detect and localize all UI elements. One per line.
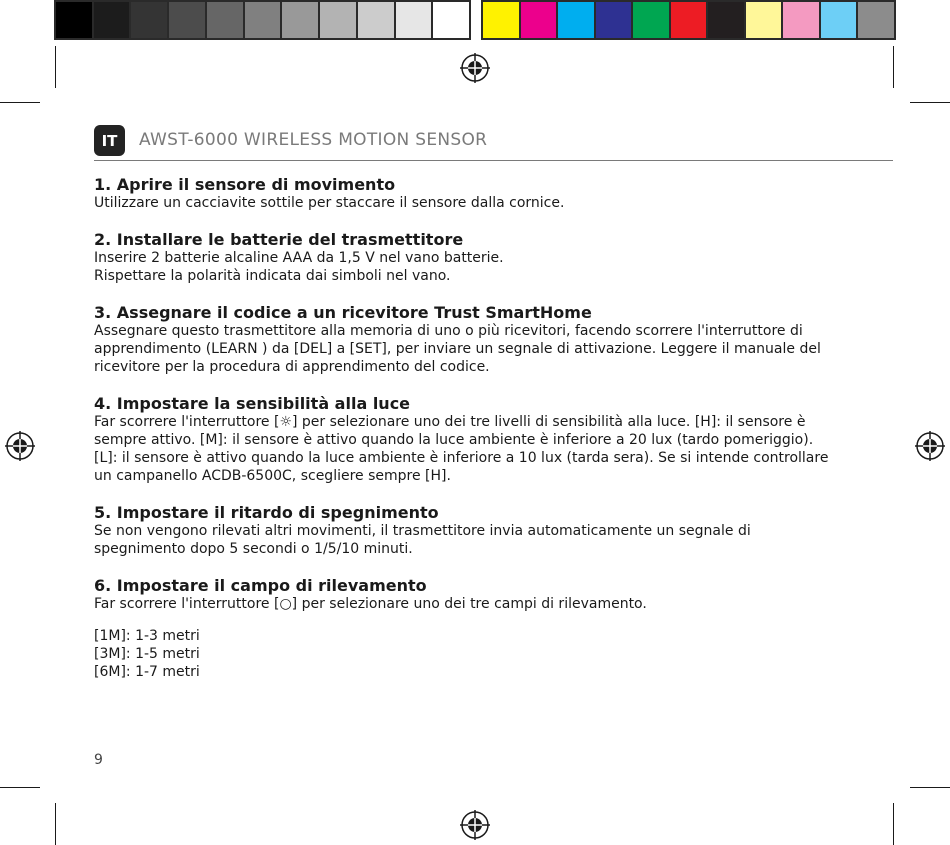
section-text: Utilizzare un cacciavite sottile per staccare il sensore dalla cornice. — [94, 195, 565, 211]
crop-mark-bottom-right-horizontal — [910, 787, 950, 788]
color-swatch — [858, 2, 894, 38]
section-text: Far scorrere l'interruttore [○] per selezionare uno dei tre campi di rilevamento. — [94, 596, 647, 612]
color-swatch — [558, 2, 596, 38]
manual-content — [94, 175, 864, 699]
color-swatch — [483, 2, 521, 38]
section-text: Inserire 2 batterie alcaline AAA da 1,5 V nel vano batterie. — [94, 250, 504, 266]
section-text: spegnimento dopo 5 secondi o 1/5/10 minuti. — [94, 541, 413, 557]
section-off-delay — [94, 503, 864, 558]
gray-swatch — [94, 2, 132, 38]
crop-mark-bottom-right-vertical — [893, 803, 894, 845]
crop-mark-bottom-left-vertical — [55, 803, 56, 845]
range-item: [3M]: 1-5 metri — [94, 646, 200, 662]
section-text: [L]: il sensore è attivo quando la luce ambiente è inferiore a 10 lux (tarda sera). Se si intende controllare — [94, 450, 829, 466]
section-assign-code — [94, 303, 864, 376]
color-swatch — [821, 2, 859, 38]
color-swatch — [746, 2, 784, 38]
range-item: [1M]: 1-3 metri — [94, 628, 200, 644]
grayscale-calibration-bar — [54, 0, 471, 40]
section-text: apprendimento (LEARN ) da [DEL] a [SET], per inviare un segnale di attivazione. Leggere il manuale del — [94, 341, 821, 357]
header-divider — [94, 160, 893, 161]
crop-mark-top-left-vertical — [55, 46, 56, 88]
section-text: Assegnare questo trasmettitore alla memoria di uno o più ricevitori, facendo scorrere l'interruttore di — [94, 323, 803, 339]
section-text: un campanello ACDB-6500C, scegliere sempre [H]. — [94, 468, 451, 484]
registration-mark-icon — [460, 810, 490, 840]
registration-mark-icon — [5, 431, 35, 461]
page-number: 9 — [94, 752, 103, 768]
color-swatch — [671, 2, 709, 38]
gray-swatch — [207, 2, 245, 38]
section-heading: 5. Impostare il ritardo di spegnimento — [94, 503, 439, 522]
section-heading: 3. Assegnare il codice a un ricevitore Trust SmartHome — [94, 303, 592, 322]
document-title: AWST-6000 WIRELESS MOTION SENSOR — [139, 130, 488, 150]
registration-mark-icon — [915, 431, 945, 461]
crop-mark-top-right-vertical — [893, 46, 894, 88]
gray-swatch — [358, 2, 396, 38]
color-swatch — [708, 2, 746, 38]
color-calibration-bar — [481, 0, 896, 40]
gray-swatch — [282, 2, 320, 38]
gray-swatch — [433, 2, 469, 38]
section-text: Far scorrere l'interruttore [☼] per selezionare uno dei tre livelli di sensibilità alla luce. [H]: il sensore è — [94, 414, 806, 430]
gray-swatch — [169, 2, 207, 38]
color-swatch — [633, 2, 671, 38]
language-badge: IT — [94, 125, 125, 156]
section-text: Rispettare la polarità indicata dai simboli nel vano. — [94, 268, 451, 284]
section-text: ricevitore per la procedura di apprendimento del codice. — [94, 359, 490, 375]
section-text: Se non vengono rilevati altri movimenti, il trasmettitore invia automaticamente un segnale di — [94, 523, 751, 539]
section-heading: 1. Aprire il sensore di movimento — [94, 175, 396, 194]
gray-swatch — [56, 2, 94, 38]
section-heading: 4. Impostare la sensibilità alla luce — [94, 394, 411, 413]
range-list — [94, 627, 864, 681]
gray-swatch — [131, 2, 169, 38]
crop-mark-bottom-left-horizontal — [0, 787, 40, 788]
section-open-sensor — [94, 175, 864, 212]
range-item: [6M]: 1-7 metri — [94, 664, 200, 680]
gray-swatch — [320, 2, 358, 38]
crop-mark-top-right-horizontal — [910, 102, 950, 103]
section-light-sensitivity — [94, 394, 864, 485]
section-install-batteries — [94, 230, 864, 285]
section-heading: 2. Installare le batterie del trasmettitore — [94, 230, 464, 249]
gray-swatch — [396, 2, 434, 38]
crop-mark-top-left-horizontal — [0, 102, 40, 103]
section-heading: 6. Impostare il campo di rilevamento — [94, 576, 427, 595]
registration-mark-icon — [460, 53, 490, 83]
section-text: sempre attivo. [M]: il sensore è attivo quando la luce ambiente è inferiore a 20 lux (tardo pomeriggio). — [94, 432, 814, 448]
gray-swatch — [245, 2, 283, 38]
color-swatch — [596, 2, 634, 38]
color-swatch — [521, 2, 559, 38]
color-swatch — [783, 2, 821, 38]
section-detection-range — [94, 576, 864, 681]
